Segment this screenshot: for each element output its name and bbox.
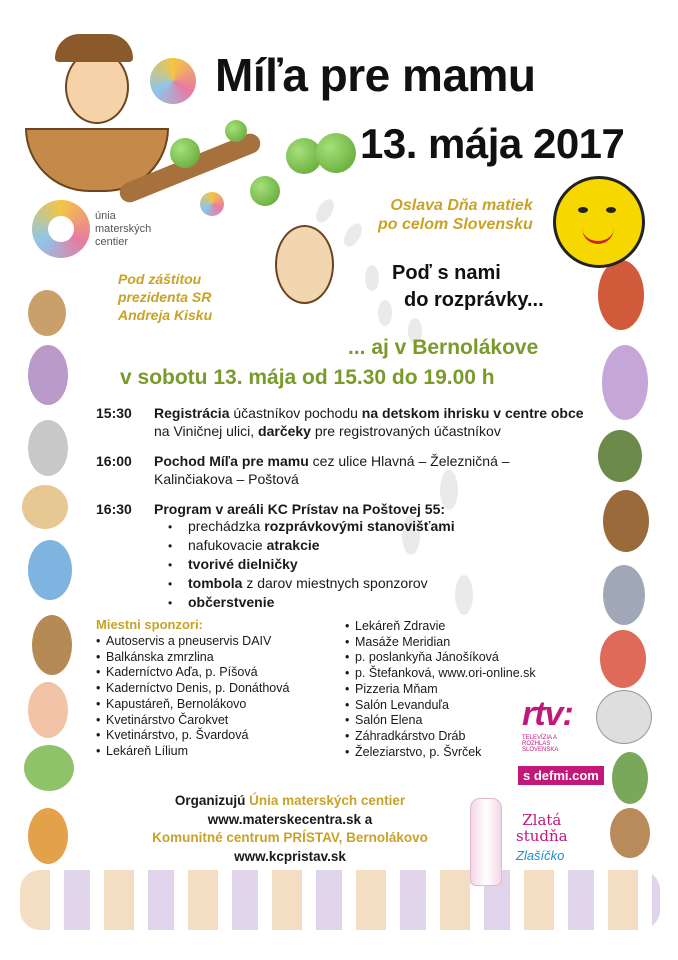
schedule-bold: darčeky	[258, 423, 311, 439]
zlata-studna-line: Zlatá	[522, 811, 562, 829]
smiling-sun-icon	[553, 176, 645, 268]
activity-bold: rozprávkovými stanovišťami	[264, 518, 455, 534]
schedule-time: 15:30	[96, 405, 132, 421]
character-illustration	[28, 345, 68, 405]
list-item: • Lekáreň Lílium	[96, 744, 289, 760]
list-item: • Kaderníctvo Aďa, p. Píšová	[96, 665, 289, 681]
rtvs-logo: rtv:	[522, 695, 573, 733]
character-illustration	[28, 808, 68, 864]
umc-logo-line: materských	[95, 223, 152, 235]
activity-text: z darov miestnych sponzorov	[242, 575, 428, 591]
activity-bold: tvorivé dielničky	[188, 556, 298, 572]
wanderer-illustration	[275, 225, 334, 304]
event-time: v sobotu 13. mája od 15.30 do 19.00 h	[120, 366, 495, 389]
organizers	[110, 792, 470, 866]
page-title: Míľa pre mamu	[215, 49, 536, 101]
schedule-row	[96, 404, 596, 440]
umc-logo-line: centier	[95, 236, 129, 248]
character-illustration	[602, 345, 648, 420]
schedule-text: na Viničnej ulici,	[154, 423, 259, 439]
pea-icon	[225, 120, 247, 142]
schedule-row	[96, 500, 596, 518]
zlasicko-logo: Zlašíčko	[516, 848, 565, 863]
organizer-name: Únia materských centier	[249, 793, 406, 808]
schedule-bold: Registrácia	[154, 405, 230, 421]
sponsors-column-1	[96, 634, 289, 760]
tagline	[378, 196, 533, 234]
footprint-icon	[312, 196, 337, 226]
schedule-text: účastníkov pochodu	[229, 405, 362, 421]
patronage	[118, 270, 212, 324]
character-illustration	[603, 565, 645, 625]
motto-line: Poď s nami	[392, 262, 501, 284]
water-bottle-illustration	[470, 798, 502, 886]
activity-bold: občerstvenie	[188, 594, 275, 610]
list-item: • Záhradkárstvo Dráb	[345, 729, 536, 745]
character-illustration	[28, 682, 68, 738]
character-illustration	[598, 430, 642, 482]
character-illustration	[24, 745, 74, 791]
list-item: • Masáže Meridian	[345, 635, 536, 651]
color-swirl-icon	[200, 192, 224, 216]
list-item: • Autoservis a pneuservis DAIV	[96, 634, 289, 650]
patron-line: prezidenta SR	[118, 289, 212, 305]
tagline-line: po celom Slovensku	[378, 216, 533, 233]
list-item	[168, 536, 455, 555]
schedule-time: 16:00	[96, 453, 132, 469]
activity-text: prechádzka	[188, 518, 265, 534]
list-item: • Kvetinárstvo Čarokvet	[96, 713, 289, 729]
list-item	[168, 555, 455, 574]
color-swirl-icon	[150, 58, 196, 104]
schedule	[96, 404, 596, 530]
activity-bold: atrakcie	[266, 537, 320, 553]
footprint-icon	[365, 265, 379, 291]
list-item: • Kvetinárstvo, p. Švardová	[96, 728, 289, 744]
list-item: • p. Štefanková, www.ori-online.sk	[345, 666, 536, 682]
list-item: • Salón Levanduľa	[345, 698, 536, 714]
character-illustration	[28, 290, 66, 336]
bottom-characters-strip	[20, 870, 660, 930]
organizer-website[interactable]: www.materskecentra.sk a	[207, 811, 373, 827]
schedule-description	[154, 404, 596, 440]
footprint-icon	[340, 220, 365, 250]
list-item: • Kaderníctvo Denis, p. Donáthová	[96, 681, 289, 697]
motto	[392, 260, 544, 314]
character-illustration	[600, 630, 646, 688]
umc-logo-icon	[32, 200, 90, 258]
schedule-text: cez ulice Hlavná – Železničná – Kalinčiakova – Poštová	[154, 453, 510, 487]
schedule-row	[96, 452, 596, 488]
character-illustration	[28, 420, 68, 476]
footprint-icon	[455, 575, 473, 615]
zlata-studna-logo	[516, 812, 568, 844]
patron-line: Pod záštitou	[118, 271, 202, 287]
character-illustration	[32, 615, 72, 675]
patron-line: Andreja Kisku	[118, 307, 213, 323]
schedule-bold: Program v areáli KC Prístav na Poštovej 55:	[154, 501, 446, 517]
pea-icon	[316, 133, 356, 173]
activity-text: nafukovacie	[188, 537, 267, 553]
pea-icon	[250, 176, 280, 206]
list-item	[168, 574, 455, 593]
schedule-text: pre registrovaných účastníkov	[310, 423, 501, 439]
schedule-description	[154, 452, 596, 488]
schedule-description	[154, 500, 596, 518]
schedule-bold: na detskom ihrisku v centre obce	[361, 405, 584, 421]
list-item: • Kapustáreň, Bernolákovo	[96, 697, 289, 713]
hat-illustration	[55, 34, 133, 62]
activity-bold: tombola	[188, 575, 243, 591]
character-illustration	[603, 490, 649, 552]
list-item: • Salón Elena	[345, 713, 536, 729]
list-item	[168, 593, 455, 612]
character-illustration	[612, 752, 648, 804]
character-illustration	[598, 260, 644, 330]
organizers-line	[110, 792, 470, 811]
rtvs-logo-subtext: TELEVÍZIA A ROZHLAS SLOVENSKA	[522, 735, 559, 753]
list-item	[168, 517, 455, 536]
character-illustration	[28, 540, 72, 600]
tagline-line: Oslava Dňa matiek	[390, 197, 533, 214]
list-item: • Pizzeria Mňam	[345, 682, 536, 698]
schedule-time: 16:30	[96, 501, 132, 517]
event-date: 13. mája 2017	[360, 120, 625, 167]
umc-logo-text	[95, 210, 151, 249]
list-item: • Železiarstvo, p. Švrček	[345, 745, 536, 761]
character-illustration	[596, 690, 652, 744]
pea-icon	[170, 138, 200, 168]
organizers-label: Organizujú	[174, 793, 246, 808]
zlata-studna-line: studňa	[516, 827, 568, 845]
motto-line: do rozprávky...	[404, 289, 544, 311]
activity-list	[168, 517, 455, 612]
sponsors-heading: Miestni sponzori:	[96, 617, 203, 632]
footprint-icon	[378, 300, 392, 326]
sdetmi-logo: s defmi.com	[518, 766, 604, 785]
umc-logo-line: únia	[95, 210, 116, 222]
schedule-bold: Pochod Míľa pre mamu	[154, 453, 309, 469]
character-illustration	[22, 485, 68, 529]
list-item: • p. poslankyňa Jánošíková	[345, 650, 536, 666]
sponsors-column-2	[345, 619, 536, 760]
list-item: • Lekáreň Zdravie	[345, 619, 536, 635]
character-illustration	[610, 808, 650, 858]
event-location: ... aj v Bernolákove	[348, 336, 539, 359]
organizer-website[interactable]: www.kcpristav.sk	[234, 848, 346, 864]
organizer-name: Komunitné centrum PRÍSTAV, Bernolákovo	[152, 830, 428, 845]
list-item: • Balkánska zmrzlina	[96, 650, 289, 666]
